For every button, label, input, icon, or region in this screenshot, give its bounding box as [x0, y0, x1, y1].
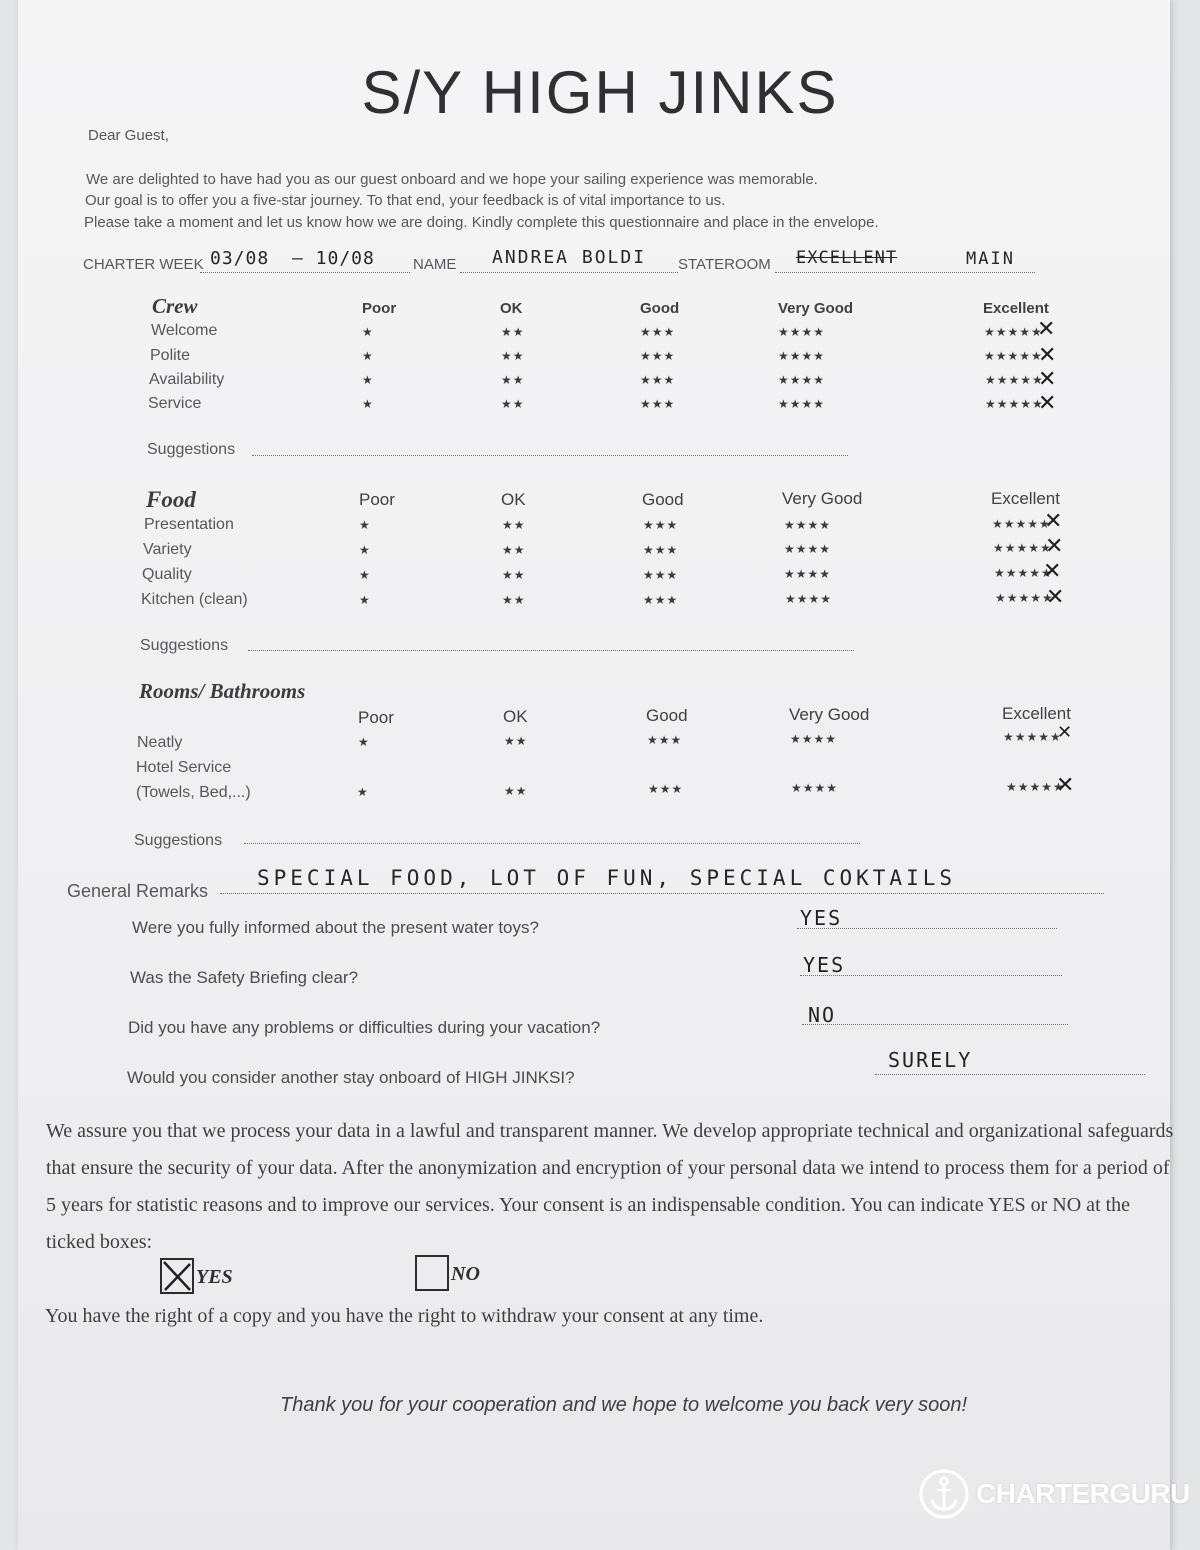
answer-line [802, 1024, 1068, 1025]
star-rating: ★ [362, 373, 374, 387]
star-rating: ★★★★★ [995, 591, 1054, 605]
answer-safety-briefing: YES [803, 953, 846, 977]
consent-rights-text: You have the right of a copy and you have the right to withdraw your consent at any time. [45, 1305, 764, 1327]
star-rating: ★ [362, 349, 374, 363]
rooms-col-very-good: Very Good [789, 705, 870, 724]
star-rating: ★ [359, 593, 371, 607]
answer-line [875, 1074, 1145, 1075]
food-row-kitchen: Kitchen (clean) [141, 591, 248, 608]
stateroom-value: MAIN [966, 249, 1015, 269]
rooms-col-ok: OK [503, 707, 528, 726]
star-rating: ★★★★ [790, 732, 838, 746]
star-rating: ★★★★★ [993, 541, 1052, 555]
intro-line-2: Our goal is to offer you a five-star journey. To that end, your feedback is of vital importance to us. [85, 192, 726, 209]
star-rating: ★ [359, 568, 371, 582]
star-rating: ★ [358, 735, 370, 749]
crew-col-good: Good [640, 300, 680, 317]
question-water-toys: Were you fully informed about the present water toys? [132, 918, 539, 937]
star-rating: ★★★★★ [1003, 730, 1062, 744]
crew-row-welcome: Welcome [151, 322, 218, 339]
general-remarks-line [220, 893, 1104, 894]
rooms-row-hotel-service-detail: (Towels, Bed,...) [136, 784, 251, 801]
star-rating: ★★★ [643, 568, 679, 582]
star-rating: ★★★ [640, 397, 676, 411]
answer-problems: NO [808, 1003, 837, 1027]
answer-another-stay: SURELY [888, 1048, 973, 1072]
cross-mark-icon: ✕ [1037, 316, 1056, 341]
rooms-section-title: Rooms/ Bathrooms [139, 679, 306, 703]
rooms-col-poor: Poor [358, 708, 394, 727]
charter-week-line [200, 272, 410, 273]
star-rating: ★ [362, 397, 374, 411]
crew-col-very-good: Very Good [778, 300, 854, 317]
data-consent-text: We assure you that we process your data in a lawful and transparent manner. We develop appropriate technical and organizational safeguards that ensure the security of your data. After the anonymization and encryption of your personal data we intend to process them for a period of 5 years for statistic reasons and to improve our services. Your consent is an indispensable condition. You can indicate YES or NO at the ticked boxes: [46, 1120, 1174, 1253]
star-rating: ★★★ [643, 518, 679, 532]
cross-mark-icon: ✕ [1038, 390, 1057, 415]
rooms-suggestions-label: Suggestions [134, 832, 223, 849]
star-rating: ★★ [501, 325, 525, 339]
star-rating: ★★★★★ [985, 373, 1044, 387]
star-rating: ★★ [502, 543, 526, 557]
consent-no-checkbox[interactable] [415, 1255, 449, 1291]
star-rating: ★★★★ [784, 567, 832, 581]
rooms-col-good: Good [646, 706, 688, 725]
crew-suggestions-line [252, 455, 848, 456]
star-rating: ★ [362, 325, 374, 339]
food-row-presentation: Presentation [144, 516, 234, 533]
star-rating: ★★ [502, 518, 526, 532]
answer-water-toys: YES [800, 906, 843, 930]
consent-yes-checkbox[interactable] [160, 1258, 194, 1294]
name-value: ANDREA BOLDI [492, 247, 647, 268]
charter-week-to: — 10/08 [292, 248, 375, 269]
intro-line-1: We are delighted to have had you as our guest onboard and we hope your sailing experience was memorable. [86, 171, 818, 188]
crew-row-polite: Polite [150, 347, 191, 364]
crew-row-service: Service [148, 395, 202, 412]
food-suggestions-label: Suggestions [140, 637, 229, 654]
star-rating: ★★★★★ [984, 325, 1043, 339]
star-rating: ★★★ [643, 593, 679, 607]
crew-col-poor: Poor [362, 300, 397, 317]
cross-mark-icon: ✕ [1045, 533, 1064, 558]
star-rating: ★★★ [648, 782, 684, 796]
food-col-excellent: Excellent [991, 489, 1060, 508]
food-suggestions-line [248, 650, 854, 651]
star-rating: ★ [357, 785, 369, 799]
rooms-row-neatly: Neatly [137, 734, 183, 751]
star-rating: ★★ [502, 568, 526, 582]
star-rating: ★★★★ [778, 325, 826, 339]
question-safety-briefing: Was the Safety Briefing clear? [130, 968, 359, 987]
cross-mark-icon: ✕ [1038, 342, 1057, 367]
name-line [460, 272, 678, 273]
star-rating: ★★★ [647, 733, 683, 747]
question-another-stay: Would you consider another stay onboard of HIGH JINKSI? [127, 1068, 575, 1087]
consent-yes-label: YES [196, 1266, 233, 1288]
star-rating: ★★★★★ [985, 397, 1044, 411]
cross-mark-icon: ✕ [1043, 558, 1062, 583]
stateroom-line [775, 272, 1035, 273]
food-section-title: Food [146, 487, 196, 512]
crew-col-ok: OK [500, 300, 523, 317]
star-rating: ★★★ [640, 373, 676, 387]
consent-no-label: NO [451, 1263, 480, 1285]
crew-col-excellent: Excellent [983, 300, 1049, 317]
star-rating: ★★★★★ [994, 566, 1053, 580]
rooms-col-excellent: Excellent [1002, 704, 1071, 723]
charterguru-watermark [918, 1466, 1190, 1522]
stateroom-label: STATEROOM [678, 256, 771, 273]
star-rating: ★★ [501, 373, 525, 387]
star-rating: ★★ [504, 734, 528, 748]
general-remarks-value: SPECIAL FOOD, LOT OF FUN, SPECIAL COKTAILS [257, 866, 957, 890]
star-rating: ★★★★★ [992, 517, 1051, 531]
star-rating: ★★★★★ [984, 349, 1043, 363]
general-remarks-label: General Remarks [67, 881, 209, 901]
star-rating: ★★★★★ [1006, 780, 1065, 794]
cross-mark-icon: ✕ [1056, 772, 1075, 797]
yacht-title: S/Y HIGH JINKS [361, 59, 839, 126]
food-row-quality: Quality [142, 566, 192, 583]
crew-suggestions-label: Suggestions [147, 441, 236, 458]
star-rating: ★★★★ [785, 592, 833, 606]
star-rating: ★★★★ [791, 781, 839, 795]
star-rating: ★★★★ [778, 373, 826, 387]
star-rating: ★★ [502, 593, 526, 607]
cross-mark-icon: ✕ [1046, 584, 1065, 609]
star-rating: ★★★★ [784, 542, 832, 556]
star-rating: ★★ [504, 784, 528, 798]
food-col-very-good: Very Good [782, 489, 863, 508]
star-rating: ★★★★ [778, 349, 826, 363]
charter-week-label: CHARTER WEEK [83, 256, 204, 273]
star-rating: ★★ [501, 397, 525, 411]
cross-mark-icon: ✕ [1057, 722, 1073, 742]
star-rating: ★★★ [643, 543, 679, 557]
question-problems: Did you have any problems or difficulties during your vacation? [128, 1018, 601, 1037]
crew-row-availability: Availability [149, 371, 225, 388]
greeting: Dear Guest, [88, 127, 169, 144]
star-rating: ★ [359, 543, 371, 557]
food-row-variety: Variety [143, 541, 192, 558]
star-rating: ★★★ [640, 349, 676, 363]
stateroom-struck-value: EXCELLENT [796, 248, 898, 268]
star-rating: ★★★ [640, 325, 676, 339]
thank-you-note: Thank you for your cooperation and we hope to welcome you back very soon! [280, 1394, 968, 1416]
rooms-row-hotel-service: Hotel Service [136, 759, 232, 776]
star-rating: ★★★★ [778, 397, 826, 411]
watermark-text: CHARTERGURU [976, 1478, 1190, 1509]
rooms-suggestions-line [244, 843, 860, 844]
intro-line-3: Please take a moment and let us know how we are doing. Kindly complete this questionnaire and place in the envelope. [84, 214, 879, 231]
cross-mark-icon: ✕ [1044, 508, 1063, 533]
name-label: NAME [413, 256, 457, 273]
star-rating: ★★ [501, 349, 525, 363]
food-col-good: Good [642, 490, 684, 509]
anchor-icon [918, 1468, 970, 1520]
crew-section-title: Crew [152, 294, 198, 318]
star-rating: ★★★★ [784, 518, 832, 532]
star-rating: ★ [359, 518, 371, 532]
cross-mark-icon: ✕ [1038, 366, 1057, 391]
charter-week-from: 03/08 [210, 248, 270, 269]
food-col-poor: Poor [359, 490, 395, 509]
food-col-ok: OK [501, 490, 526, 509]
